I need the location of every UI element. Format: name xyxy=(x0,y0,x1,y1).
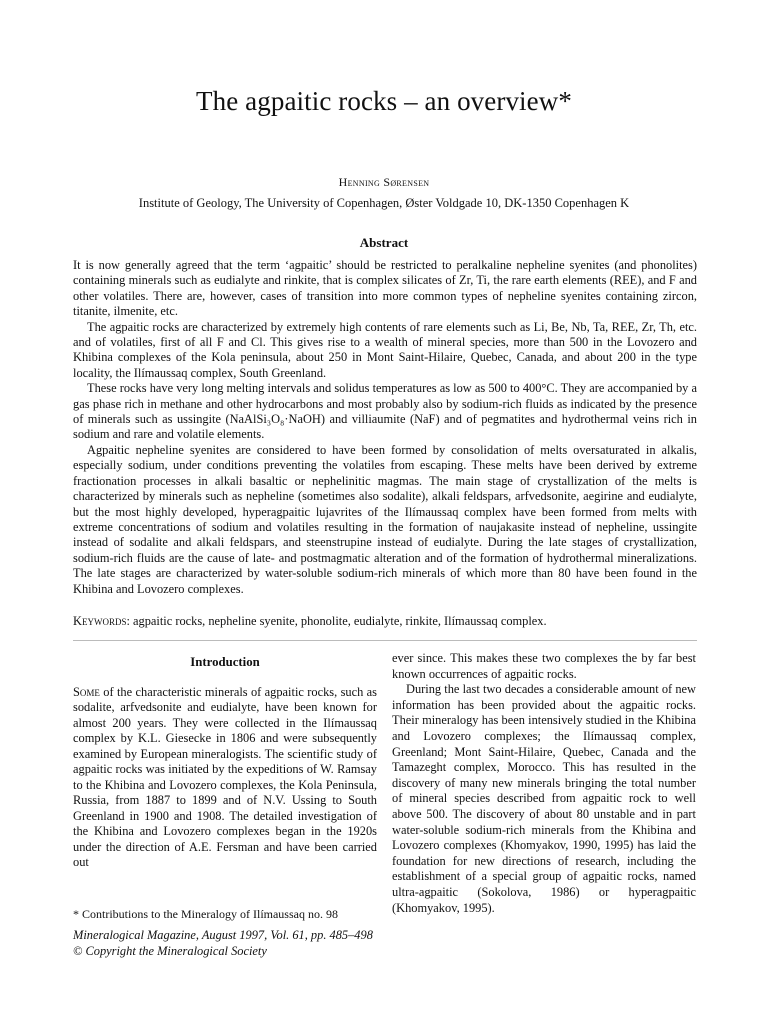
abstract-paragraph: These rocks have very long melting intervals and solidus temperatures as low as 500 to 400°C. They are accompanied by a gas phase rich in methane and other hydrocarbons and most probably also by sodium-rich fluids as indicated by the presence of minerals such as ussingite (NaAlSi₃O₈·NaOH) and villiaumite (NaF) and of pegmatites and hydrothermal veins rich in sodium and rare and volatile elements. xyxy=(73,381,697,442)
abstract-paragraph: It is now generally agreed that the term ‘agpaitic’ should be restricted to peralkaline nepheline syenites (and phonolites) containing minerals such as eudialyte and rinkite, that is complex silicates of Zr, Ti, the rare earth elements (REE), and F and other volatiles. There are, however, cases of transition into more common types of nepheline syenites containing zircon, titanite, ilmenite, etc. xyxy=(73,258,697,319)
paper-title: The agpaitic rocks – an overview* xyxy=(196,86,572,116)
introduction-paragraph xyxy=(73,685,377,871)
journal-citation: Mineralogical Magazine, August 1997, Vol. 61, pp. 485–498 xyxy=(73,928,373,942)
footnote: * Contributions to the Mineralogy of Ilímaussaq no. 98 xyxy=(73,907,338,921)
right-column xyxy=(392,651,696,916)
keywords-label: Keywords: xyxy=(73,614,130,628)
author-affiliation: Institute of Geology, The University of Copenhagen, Øster Voldgade 10, DK-1350 Copenhagen K xyxy=(138,196,630,210)
left-column xyxy=(73,655,377,871)
copyright-notice: © Copyright the Mineralogical Society xyxy=(73,944,267,958)
introduction-heading: Introduction xyxy=(190,655,260,669)
section-divider xyxy=(73,640,697,641)
journal-info xyxy=(73,927,433,959)
keywords-text: agpaitic rocks, nepheline syenite, phonolite, eudialyte, rinkite, Ilímaussaq complex. xyxy=(133,614,547,628)
introduction-paragraph: ever since. This makes these two complexes the by far best known occurrences of agpaitic rocks. xyxy=(392,651,696,681)
introduction-text: of the characteristic minerals of agpaitic rocks, such as sodalite, arfvedsonite and eudialyte, have been known for almost 200 years. They were collected in the Ilímaussaq complex by K.L. Giesecke in 1806 and were subsequently examined by European mineralogists. The scientific study of agpaitic rocks was initiated by the expeditions of W. Ramsay to the Khibina and Lovozero complexes, the Kola Peninsula, Russia, from 1887 to 1899 and of N.V. Ussing to South Greenland in 1900 and 1908. The detailed investigation of the Khibina and Lovozero complexes began in the 1920s under the direction of A.E. Fersman and have been carried out xyxy=(73,684,377,869)
lead-word: Some xyxy=(73,684,100,699)
abstract-paragraph: Agpaitic nepheline syenites are considered to have been formed by consolidation of melts oversaturated in alkalis, especially sodium, under conditions preventing the volatiles from escaping. These melts have been derived by extreme fractionation processes in alkali basaltic or nephelinitic magmas. The main stage of crystallization of the melts is characterized by minerals such as nepheline (sometimes also sodalite), alkali feldspars, arfvedsonite, aegirine and eudialyte, but the most highly developed, hyperagpaitic lujavrites of the Ilímaussaq complex have been formed from melts with extreme concentrations of sodium and volatiles resulting in the formation of naujakasite instead of nepheline, ussingite instead of sodalite and alkali feldspars, and steenstrupine instead of eudialyte. During the late stages of crystallization, sodium-rich fluids are the cause of late- and postmagmatic alteration and of the formation of hydrothermal mineralizations. The late stages are characterized by water-soluble sodium-rich minerals of which more than 80 have been found in the Khibina and Lovozero complexes. xyxy=(73,442,697,596)
introduction-paragraph: During the last two decades a considerable amount of new information has been provided about the agpaitic rocks. Their mineralogy has been intensively studied in the Khibina and Lovozero complexes; the Ilímaussaq complex, Greenland; Mont Saint-Hilaire, Quebec, Canada and the Tamazeght complex, Morocco. This has resulted in the discovery of many new minerals bringing the total number of mineral species described from agpaitic rock to well above 500. The discovery of about 80 unstable and in part water-soluble sodium-rich minerals from the Khibina and Lovozero complexes (Khomyakov, 1990, 1995) has laid the foundation for new directions of research, including the establishment of a special group of agpaitic rocks, named ultra-agpaitic (Sokolova, 1986) or hyperagpaitic (Khomyakov, 1995). xyxy=(392,682,696,915)
author-name: Henning Sørensen xyxy=(338,175,430,189)
abstract-heading: Abstract xyxy=(359,235,409,250)
abstract-paragraph: The agpaitic rocks are characterized by extremely high contents of rare elements such as Li, Be, Nb, Ta, REE, Zr, Th, etc. and of volatiles, first of all F and Cl. This gives rise to a wealth of mineral species, more than 500 in the Lovozero and Khibina complexes of the Kola peninsula, about 250 in Mont Saint-Hilaire, Quebec, Canada, and about 200 in the type locality, the Ilímaussaq complex, South Greenland. xyxy=(73,319,697,380)
abstract-body xyxy=(73,258,697,597)
keywords xyxy=(73,614,697,629)
